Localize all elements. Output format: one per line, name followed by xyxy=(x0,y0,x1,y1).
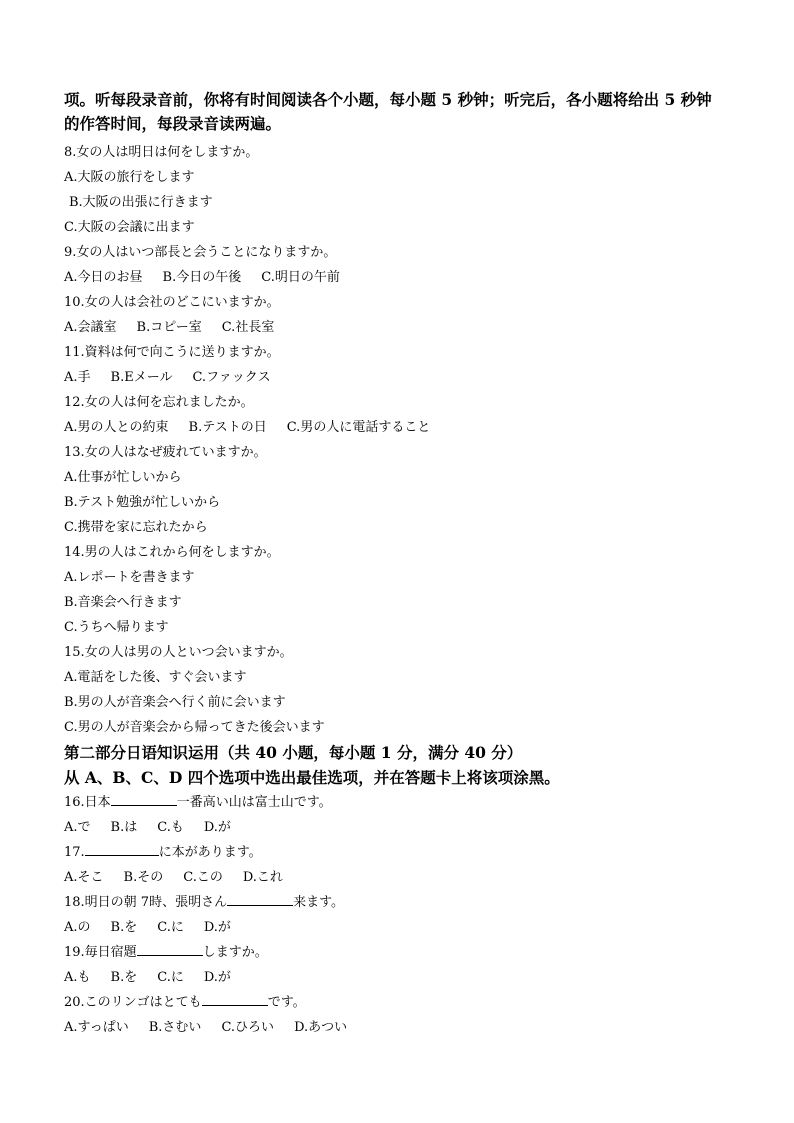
q17-blank xyxy=(85,840,159,856)
q11-options xyxy=(64,365,734,390)
question-20 xyxy=(64,990,734,1015)
q9-option-b: B.今日の午後 xyxy=(162,270,242,285)
intro-instruction xyxy=(64,88,734,136)
q8-option-c: C.大阪の会議に出ます xyxy=(64,220,195,235)
q16-option-d: D.が xyxy=(203,820,231,835)
q17-text-before: 17. xyxy=(64,845,85,860)
q18-option-a: A.の xyxy=(64,920,91,935)
q13-option-b: B.テスト勉強が忙しいから xyxy=(64,495,221,510)
q16-option-b: B.は xyxy=(110,820,138,835)
intro-line-1: 项。听每段录音前，你将有时间阅读各个小题，每小题 5 秒钟；听完后，各小题将给出 5 秒钟 xyxy=(64,90,712,109)
q11-option-b: B.Eメール xyxy=(110,370,173,385)
part2-instruction: 从 A、B、C、D 四个选项中选出最佳选项，并在答题卡上将该项涂黑。 xyxy=(64,768,560,787)
q9-options xyxy=(64,265,734,290)
question-13: 13.女の人はなぜ疲れていますか。 xyxy=(64,445,267,460)
q13-option-c: C.携帯を家に忘れたから xyxy=(64,520,208,535)
q20-option-c: C.ひろい xyxy=(221,1020,275,1035)
question-17 xyxy=(64,840,734,865)
q20-option-a: A.すっぱい xyxy=(64,1020,129,1035)
q18-option-d: D.が xyxy=(203,920,231,935)
q19-options xyxy=(64,965,734,990)
q16-blank xyxy=(111,790,177,806)
question-18 xyxy=(64,890,734,915)
question-16 xyxy=(64,790,734,815)
q14-option-b: B.音楽会へ行きます xyxy=(64,595,182,610)
q19-text-before: 19.毎日宿題 xyxy=(64,945,137,960)
exam-page xyxy=(64,88,734,1040)
q11-option-c: C.ファックス xyxy=(192,370,271,385)
q10-option-a: A.会議室 xyxy=(64,320,117,335)
q18-option-b: B.を xyxy=(110,920,138,935)
question-12: 12.女の人は何を忘れましたか。 xyxy=(64,395,254,410)
q20-blank xyxy=(202,990,268,1006)
q20-options xyxy=(64,1015,734,1040)
q10-options xyxy=(64,315,734,340)
question-14: 14.男の人はこれから何をしますか。 xyxy=(64,545,280,560)
q17-option-d: D.これ xyxy=(242,870,283,885)
q15-option-c: C.男の人が音楽会から帰ってきた後会います xyxy=(64,720,325,735)
q17-options xyxy=(64,865,734,890)
question-11: 11.資料は何で向こうに送りますか。 xyxy=(64,345,280,360)
question-15: 15.女の人は男の人といつ会いますか。 xyxy=(64,645,293,660)
q10-option-b: B.コピー室 xyxy=(136,320,202,335)
q20-option-d: D.あつい xyxy=(294,1020,348,1035)
q14-option-a: A.レポートを書きます xyxy=(64,570,195,585)
q17-option-b: B.その xyxy=(123,870,164,885)
q19-blank xyxy=(137,940,203,956)
q20-text-before: 20.このリンゴはとても xyxy=(64,995,202,1010)
q19-option-d: D.が xyxy=(203,970,231,985)
q18-options xyxy=(64,915,734,940)
question-9: 9.女の人はいつ部長と会うことになりますか。 xyxy=(64,245,337,260)
q18-option-c: C.に xyxy=(157,920,184,935)
q12-option-a: A.男の人との約束 xyxy=(64,420,169,435)
q17-text-after: に本があります。 xyxy=(158,845,262,860)
q16-option-c: C.も xyxy=(157,820,184,835)
q18-text-after: 来ます。 xyxy=(293,895,345,910)
q8-option-a: A.大阪の旅行をします xyxy=(64,170,195,185)
q19-option-b: B.を xyxy=(110,970,138,985)
q12-options xyxy=(64,415,734,440)
q16-options xyxy=(64,815,734,840)
q14-option-c: C.うちへ帰ります xyxy=(64,620,169,635)
q18-blank xyxy=(227,890,293,906)
q16-text-before: 16.日本 xyxy=(64,795,111,810)
q15-option-b: B.男の人が音楽会へ行く前に会います xyxy=(64,695,286,710)
q15-option-a: A.電話をした後、すぐ会います xyxy=(64,670,247,685)
q20-text-after: です。 xyxy=(267,995,306,1010)
q12-option-c: C.男の人に電話すること xyxy=(286,420,431,435)
q13-option-a: A.仕事が忙しいから xyxy=(64,470,182,485)
q20-option-b: B.さむい xyxy=(148,1020,202,1035)
question-8: 8.女の人は明日は何をしますか。 xyxy=(64,145,259,160)
q16-option-a: A.で xyxy=(64,820,91,835)
q19-text-after: しますか。 xyxy=(202,945,268,960)
q12-option-b: B.テストの日 xyxy=(188,420,267,435)
q10-option-c: C.社長室 xyxy=(221,320,275,335)
intro-line-2: 的作答时间，每段录音读两遍。 xyxy=(64,114,282,133)
q19-option-c: C.に xyxy=(157,970,184,985)
q18-text-before: 18.明日の朝 7時、張明さん xyxy=(64,895,228,910)
q16-text-after: 一番高い山は富士山です。 xyxy=(176,795,332,810)
q8-option-b: B.大阪の出張に行きます xyxy=(69,195,213,210)
q19-option-a: A.も xyxy=(64,970,91,985)
part2-heading: 第二部分日语知识运用（共 40 小题，每小题 1 分，满分 40 分） xyxy=(64,743,523,762)
q9-option-c: C.明日の午前 xyxy=(261,270,340,285)
q11-option-a: A.手 xyxy=(64,370,91,385)
question-19 xyxy=(64,940,734,965)
q17-option-c: C.この xyxy=(183,870,223,885)
question-10: 10.女の人は会社のどこにいますか。 xyxy=(64,295,280,310)
q17-option-a: A.そこ xyxy=(64,870,104,885)
q9-option-a: A.今日のお昼 xyxy=(64,270,143,285)
